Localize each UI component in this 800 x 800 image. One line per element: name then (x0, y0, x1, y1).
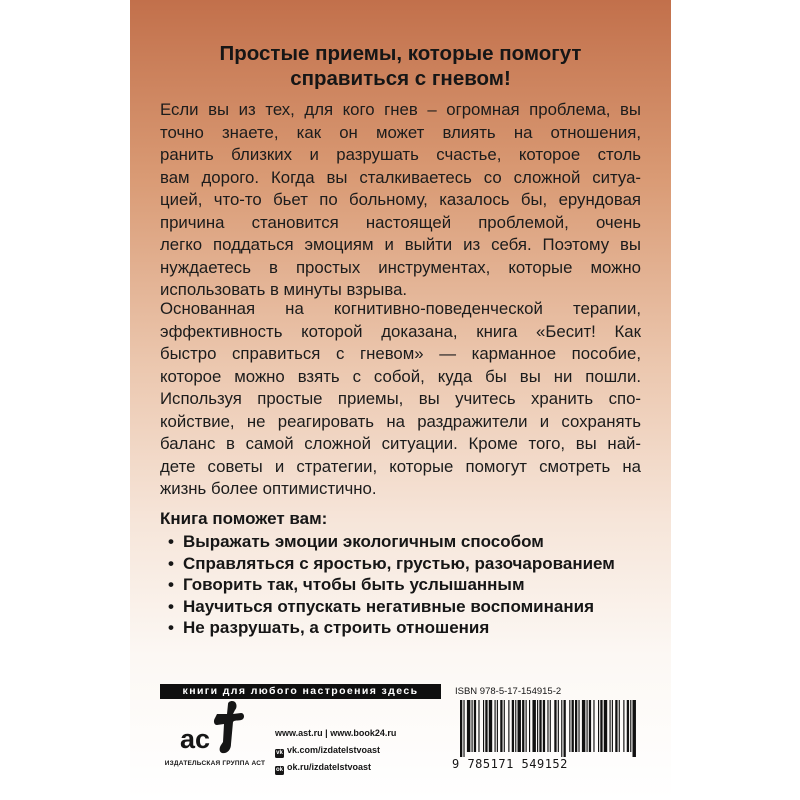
list-item-text: Говорить так, чтобы быть услышанным (183, 575, 525, 594)
bullet-icon: • (168, 575, 174, 594)
text-line: Если вы из тех, для кого гнев – огромная проблема, вы (160, 100, 641, 119)
barcode-bar (569, 700, 570, 752)
ok-link-text: ok.ru/izdatelstvoast (287, 762, 372, 772)
barcode-bar (483, 700, 484, 752)
text-line: дете советы и стратегии, которые помогут смотреть на (160, 456, 641, 476)
list-item-text: Не разрушать, а строить отношения (183, 618, 490, 637)
barcode-bar (564, 700, 566, 757)
text-line: Основанная на когнитивно-поведенческой терапии, (160, 299, 641, 318)
ast-logo-icon (177, 700, 245, 756)
barcode-bar (529, 700, 530, 752)
barcode-bar (495, 700, 496, 752)
barcode-bar (598, 700, 599, 752)
isbn-label: ISBN 978-5-17-154915-2 (455, 686, 562, 697)
text-line: койствие, не реагировать на раздражители и сохранять (160, 411, 641, 431)
text-line: вам дорого. Когда вы сталкиваетесь со сложной ситуа- (160, 167, 641, 187)
list-item (168, 531, 615, 553)
barcode-bar (582, 700, 585, 752)
barcode-bar (630, 700, 631, 752)
barcode-bar (532, 700, 535, 752)
barcode-bar (460, 700, 462, 757)
ok-link[interactable] (275, 759, 396, 776)
back-cover (130, 0, 671, 800)
barcode-bar (600, 700, 602, 752)
text-line: быстро справиться с гневом» — карманное пособие, (160, 344, 641, 363)
vk-link[interactable] (275, 742, 396, 759)
barcode-bar (504, 700, 505, 752)
text-line: которое можно взять с собой, куда бы вы ни пошли. (160, 366, 641, 386)
barcode-bar (633, 700, 636, 757)
text-line: причина становится настоящей проблемой, очень (160, 212, 641, 232)
barcode-bar (615, 700, 617, 752)
list-item-text: Справляться с яростью, грустью, разочарованием (183, 553, 615, 573)
barcode-bar (497, 700, 498, 752)
ok-icon: ok (275, 767, 283, 773)
barcode-bar (526, 700, 527, 752)
benefits-heading: Книга поможет вам: (160, 509, 328, 528)
barcode-bar (619, 700, 620, 752)
barcode-bar (610, 700, 611, 752)
barcode-bar (589, 700, 591, 752)
text-line: жизнь более оптимистично. (160, 479, 377, 498)
barcode-bar (489, 700, 492, 752)
barcode-number: 9 785171 549152 (452, 757, 568, 771)
barcode-bar (554, 700, 556, 752)
tagline-strip: книги для любого настроения здесь (160, 684, 441, 699)
contact-links (275, 725, 396, 776)
text-line: нуждаетесь в простых инструментах, которые можно (160, 257, 641, 277)
text-line: легко поддаться эмоциям и выйти из себя. Поэтому вы (160, 235, 641, 254)
list-item (168, 596, 615, 618)
barcode-bar (612, 700, 613, 752)
barcode-bar (543, 700, 545, 752)
text-line: баланс в самой сложной ситуации. Кроме того, вы най- (160, 434, 641, 453)
barcode-bar (558, 700, 559, 752)
benefits-list (168, 531, 615, 639)
barcode-bar (575, 700, 577, 752)
barcode-bar (500, 700, 502, 752)
vk-link-text: vk.com/izdatelstvoast (287, 745, 381, 755)
websites-link[interactable]: www.ast.ru | www.book24.ru (275, 728, 397, 738)
barcode-bar (522, 700, 524, 752)
barcode-bar (537, 700, 538, 752)
list-item (168, 553, 615, 575)
paragraph-intro (160, 99, 641, 302)
text-line: точно знаете, как он может влиять на отношения, (160, 122, 641, 142)
bullet-icon: • (168, 618, 174, 637)
text-line: эффективность которой доказана, книга «Бесит! Как (160, 321, 641, 341)
barcode-bar (572, 700, 574, 752)
bullet-icon: • (168, 532, 174, 551)
title-line: справиться с гневом! (290, 67, 511, 90)
bullet-icon: • (168, 553, 174, 573)
barcode-bar (547, 700, 548, 752)
barcode-bar (478, 700, 479, 752)
list-item-text: Выражать эмоции экологичным способом (183, 532, 544, 551)
barcode-bar (463, 700, 464, 757)
barcode-bar (518, 700, 521, 752)
text-line: Используя простые приемы, вы учитесь хранить спо- (160, 389, 641, 408)
paragraph-description (160, 298, 641, 501)
publisher-name: ИЗДАТЕЛЬСКАЯ ГРУППА АСТ (164, 760, 266, 767)
cover-title (130, 41, 671, 91)
barcode-bar (515, 700, 516, 752)
barcode-bar (512, 700, 514, 752)
barcode-bar (485, 700, 487, 752)
barcode-bar (604, 700, 607, 752)
title-line: Простые приемы, которые помогут (219, 42, 582, 65)
barcode-icon (456, 700, 641, 757)
vk-icon: vk (276, 750, 283, 756)
barcode-bar (587, 700, 588, 752)
list-item (168, 617, 615, 639)
barcode-bar (623, 700, 624, 752)
text-line: цией, что-то бьет по больному, казалось бы, ерундовая (160, 190, 641, 209)
barcode-bar (627, 700, 629, 752)
text-line: использовать в минуты взрыва. (160, 280, 408, 299)
list-item-text: Научиться отпускать негативные воспоминания (183, 596, 594, 616)
barcode-bar (550, 700, 551, 752)
bullet-icon: • (168, 596, 174, 616)
barcode-bar (561, 700, 562, 757)
text-line: ранить близких и разрушать счастье, которое столь (160, 145, 641, 164)
barcode-bar (508, 700, 509, 752)
logo-text: ac (180, 724, 211, 754)
barcode-bar (467, 700, 470, 752)
barcode-bar (593, 700, 594, 752)
barcode-bar (539, 700, 541, 752)
barcode-bar (474, 700, 476, 752)
list-item (168, 574, 615, 596)
barcode-bar (578, 700, 579, 752)
barcode-bar (472, 700, 473, 752)
